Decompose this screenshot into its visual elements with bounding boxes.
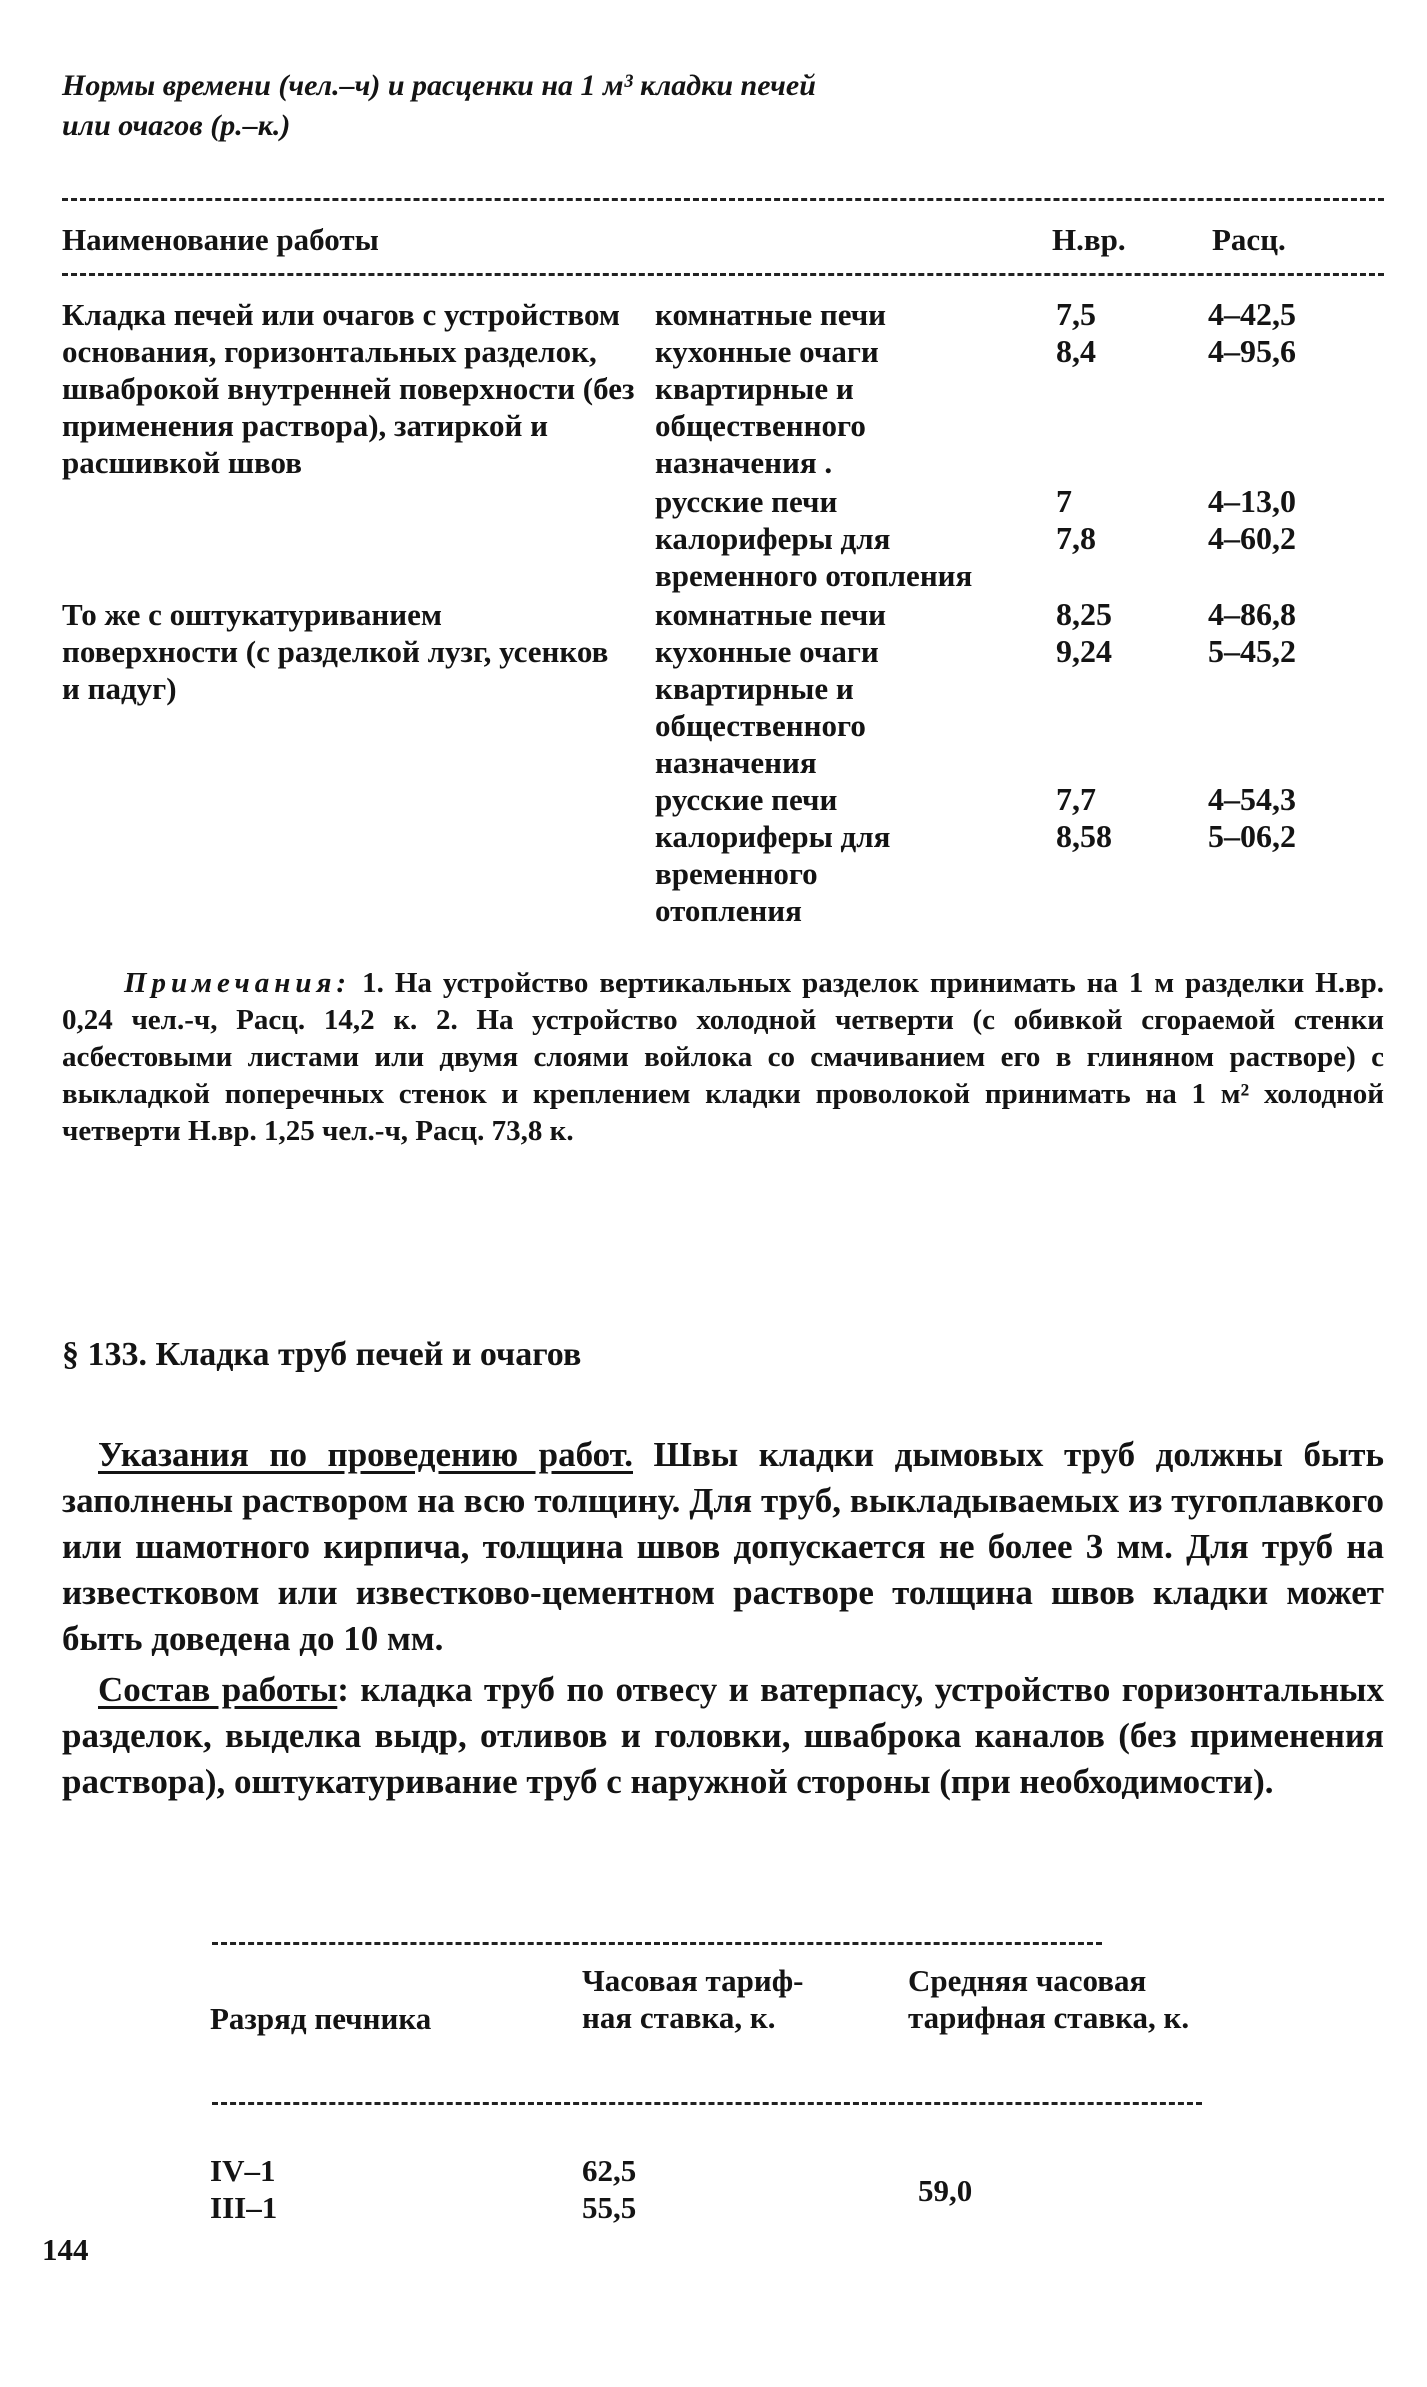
caption-line-1: Нормы времени (чел.–ч) и расценки на 1 м³ кладки печей [62,69,816,102]
header-rasc: Расц. [1212,222,1286,257]
table-header-rule [62,273,1384,276]
group-2-description: То же с оштукатуриванием поверхности (с разделкой лузг, усенков и падуг) [62,597,609,706]
table-caption [62,66,1042,146]
header-hvr: Н.вр. [1052,222,1126,257]
notes-label: Примечания: [124,967,352,999]
page-number: 144 [42,2232,89,2267]
group-1-type-heaters: калориферы для временного отопления [655,521,973,593]
rate-header-average-line-2: тарифная ставка, к. [908,2000,1190,2035]
group-1-hvr-room-stoves: 7,5 [1056,296,1096,332]
rate-row-2-grade: III–1 [210,2190,278,2225]
caption-line-2: или очагов (р.–к.) [62,109,291,142]
rate-row-2-rate: 55,5 [582,2190,637,2225]
group-1-type-russian-stoves: русские печи [655,484,838,519]
group-1-rasc-kitchen-hearths: 4–95,6 [1208,333,1296,369]
rate-header-average-line-1: Средняя часовая [908,1963,1147,1998]
composition-paragraph [62,1667,1384,1805]
group-2-hvr-russian-stoves: 7,7 [1056,781,1096,817]
group-2-type-heaters: калориферы для временного отопления [655,819,891,928]
group-2-hvr-heaters: 8,58 [1056,818,1112,854]
group-2-type-russian-stoves: русские печи [655,782,838,817]
group-1-description: Кладка печей или очагов с устройством основания, горизонтальных разделок, шваброкой внутренней поверхности (без применения раствора), затиркой и расшивкой швов [62,297,635,480]
rate-header-hourly-line-1: Часовая тариф- [582,1963,804,1998]
composition-label: Состав работы [98,1670,338,1709]
rate-table-header-rule [212,2102,1202,2105]
group-1-hvr-russian-stoves: 7 [1056,483,1072,519]
header-work-name: Наименование работы [62,222,379,257]
group-2-rasc-heaters: 5–06,2 [1208,818,1296,854]
group-2-hvr-kitchen-hearths: 9,24 [1056,633,1112,669]
group-1-hvr-kitchen-hearths: 8,4 [1056,333,1096,369]
group-2-hvr-room-stoves: 8,25 [1056,596,1112,632]
group-1-rasc-heaters: 4–60,2 [1208,520,1296,556]
rate-header-hourly [582,1962,803,2036]
group-1-type-kitchen-hearths: кухонные очаги квартирные и общественного назначения . [655,334,879,480]
group-1-rasc-russian-stoves: 4–13,0 [1208,483,1296,519]
group-2-rasc-room-stoves: 4–86,8 [1208,596,1296,632]
composition-text: : кладка труб по отвесу и ватерпасу, устройство горизонтальных разделок, выделка выдр, отливов и головки, шваброка каналов (без применения раствора), оштукатуривание труб с наружной стороны (при необходимости). [62,1670,1384,1801]
rate-header-grade: Разряд печника [210,2001,432,2036]
rate-row-1-grade: IV–1 [210,2153,276,2188]
rate-table-top-rule [212,1942,1102,1945]
notes-text: 1. На устройство вертикальных разделок принимать на 1 м разделки Н.вр. 0,24 чел.-ч, Расц. 14,2 к. 2. На устройство холодной четверти (с обивкой сгораемой стенки асбестовыми листами или двумя слоями войлока со смачиванием его в глиняном растворе) с выкладкой поперечных стенок и креплением кладки проволокой принимать на 1 м² холодной четверти Н.вр. 1,25 чел.-ч, Расц. 73,8 к. [62,967,1384,1147]
rate-header-average [908,1962,1189,2036]
table-notes [62,965,1384,1150]
group-2-rasc-russian-stoves: 4–54,3 [1208,781,1296,817]
rate-header-hourly-line-2: ная ставка, к. [582,2000,776,2035]
section-title: § 133. Кладка труб печей и очагов [62,1336,582,1373]
rate-average: 59,0 [918,2173,973,2208]
rate-row-1-rate: 62,5 [582,2153,637,2188]
group-2-rasc-kitchen-hearths: 5–45,2 [1208,633,1296,669]
instructions-label: Указания по проведению работ. [98,1435,633,1474]
group-1-type-room-stoves: комнатные печи [655,297,887,332]
group-2-type-room-stoves: комнатные печи [655,597,887,632]
instructions-text: Швы кладки дымовых труб должны быть заполнены раствором на всю толщину. Для труб, выкладываемых из тугоплавкого или шамотного кирпича, толщина швов допускается не более 3 мм. Для труб на известковом или известково-цементном растворе толщина швов кладки может быть доведена до 10 мм. [62,1435,1384,1658]
group-1-rasc-room-stoves: 4–42,5 [1208,296,1296,332]
group-1-hvr-heaters: 7,8 [1056,520,1096,556]
table-top-rule [62,198,1384,201]
group-2-type-kitchen-hearths: кухонные очаги квартирные и общественного назначения [655,634,879,780]
instructions-paragraph [62,1432,1384,1662]
